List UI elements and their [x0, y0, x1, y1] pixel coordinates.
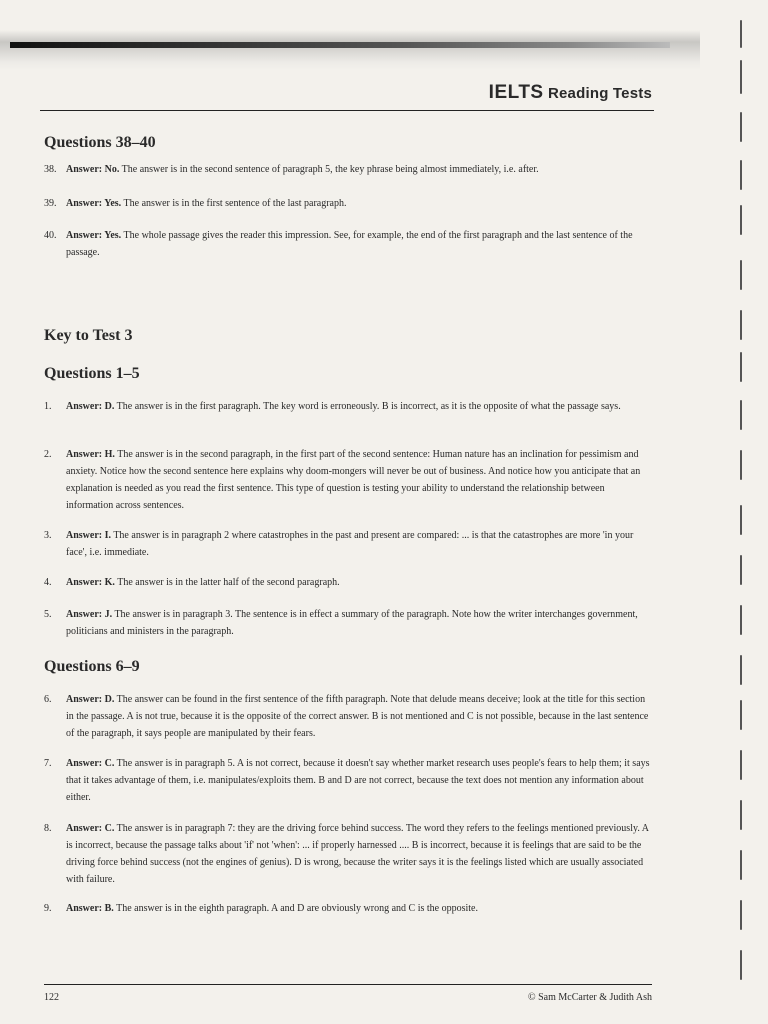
answer-text: The answer is in the first sentence of the last paragraph. [123, 198, 347, 209]
item-number: 7. [44, 758, 52, 769]
item-number: 9. [44, 903, 52, 914]
item-number: 3. [44, 530, 52, 541]
answer-text: The answer is in paragraph 7: they are the driving force behind success. The word they refers to the feelings mentioned previously. A is incorrect, because the passage talks about 'if' not 'when': ... if properly harnessed .... B is incorrect, because it is feelings that are said to be the driving force behind success (not the engines of genius). D is wrong, because the writer says it is the feelings listed which are usually associated with failure. [66, 823, 649, 885]
item-number: 8. [44, 823, 52, 834]
answer-item [44, 900, 652, 917]
answer-item [44, 195, 652, 212]
brand-strong: IELTS [488, 82, 544, 103]
header-brand [489, 82, 652, 104]
section-heading: Questions 6–9 [44, 658, 140, 675]
answer-text: The answer is in the latter half of the second paragraph. [117, 577, 340, 588]
answer-item [44, 755, 652, 806]
item-number: 2. [44, 449, 52, 460]
item-number: 5. [44, 609, 52, 620]
answer-label: Answer: I. [66, 530, 111, 541]
item-number: 1. [44, 401, 52, 412]
answer-item [44, 574, 652, 591]
section-heading: Questions 1–5 [44, 365, 140, 382]
item-number: 39. [44, 198, 57, 209]
answer-label: Answer: No. [66, 164, 120, 175]
brand-rest: Reading Tests [547, 85, 652, 102]
answer-label: Answer: K. [66, 577, 115, 588]
answer-label: Answer: D. [66, 401, 115, 412]
item-number: 38. [44, 164, 57, 175]
answer-label: Answer: J. [66, 609, 113, 620]
answer-item [44, 606, 652, 640]
answer-label: Answer: C. [66, 758, 115, 769]
answer-label: Answer: C. [66, 823, 115, 834]
answer-label: Answer: Yes. [66, 198, 122, 209]
page-footer [44, 984, 652, 1005]
answer-text: The answer is in the first paragraph. The key word is erroneously. B is incorrect, as it is the opposite of what the passage says. [116, 401, 621, 412]
page-header [40, 80, 654, 111]
key-heading: Key to Test 3 [44, 327, 133, 344]
answer-label: Answer: B. [66, 903, 114, 914]
top-bar [10, 42, 670, 48]
answer-text: The answer is in paragraph 2 where catastrophes in the past and present are compared: ... is that the catastrophes are more 'in your face', i.e. immediate. [66, 530, 634, 558]
answer-label: Answer: D. [66, 694, 115, 705]
page-number: 122 [44, 992, 59, 1003]
answer-text: The answer is in the second paragraph, in the first part of the second sentence: Human nature has an inclination for pessimism and anxiety. Notice how the second sentence here explains why doom-mongers will never be out of business. And notice how you anticipate that an explanation is needed as you read the first sentence. This type of question is testing your ability to understand the relationship between information across sentences. [66, 449, 641, 511]
answer-text: The answer is in paragraph 3. The sentence is in effect a summary of the paragraph. Note how the writer interchanges government, politicians and ministers in the paragraph. [66, 609, 638, 637]
answer-label: Answer: Yes. [66, 230, 122, 241]
scan-shadow [0, 30, 700, 70]
answer-text: The answer is in paragraph 5. A is not correct, because it doesn't say whether market research uses people's fears to help them; it says that it takes advantage of them, i.e. manipulates/exploits them. B and D are not correct, because the text does not mention any information about either. [66, 758, 650, 803]
answer-item [44, 161, 652, 178]
item-number: 40. [44, 230, 57, 241]
item-number: 4. [44, 577, 52, 588]
answer-item [44, 227, 652, 261]
item-number: 6. [44, 694, 52, 705]
right-margin-marks [728, 0, 768, 1024]
answer-item [44, 446, 652, 514]
answer-text: The answer is in the eighth paragraph. A and D are obviously wrong and C is the opposite. [116, 903, 478, 914]
answer-item [44, 820, 652, 888]
answer-item [44, 398, 652, 415]
answer-text: The whole passage gives the reader this impression. See, for example, the end of the first paragraph and the last sentence of the passage. [66, 230, 633, 258]
answer-text: The answer is in the second sentence of paragraph 5, the key phrase being almost immediately, i.e. after. [121, 164, 539, 175]
section-heading: Questions 38–40 [44, 134, 156, 151]
answer-text: The answer can be found in the first sentence of the fifth paragraph. Note that delude means deceive; look at the title for this section in the passage. A is not true, because it is the opposite of the correct answer. B is not mentioned and C is not possible, because in the last sentence of the paragraph, it says people are manipulated by their fears. [66, 694, 649, 739]
copyright: © Sam McCarter & Judith Ash [528, 992, 652, 1003]
answer-item [44, 527, 652, 561]
answer-item [44, 691, 652, 742]
answer-label: Answer: H. [66, 449, 115, 460]
